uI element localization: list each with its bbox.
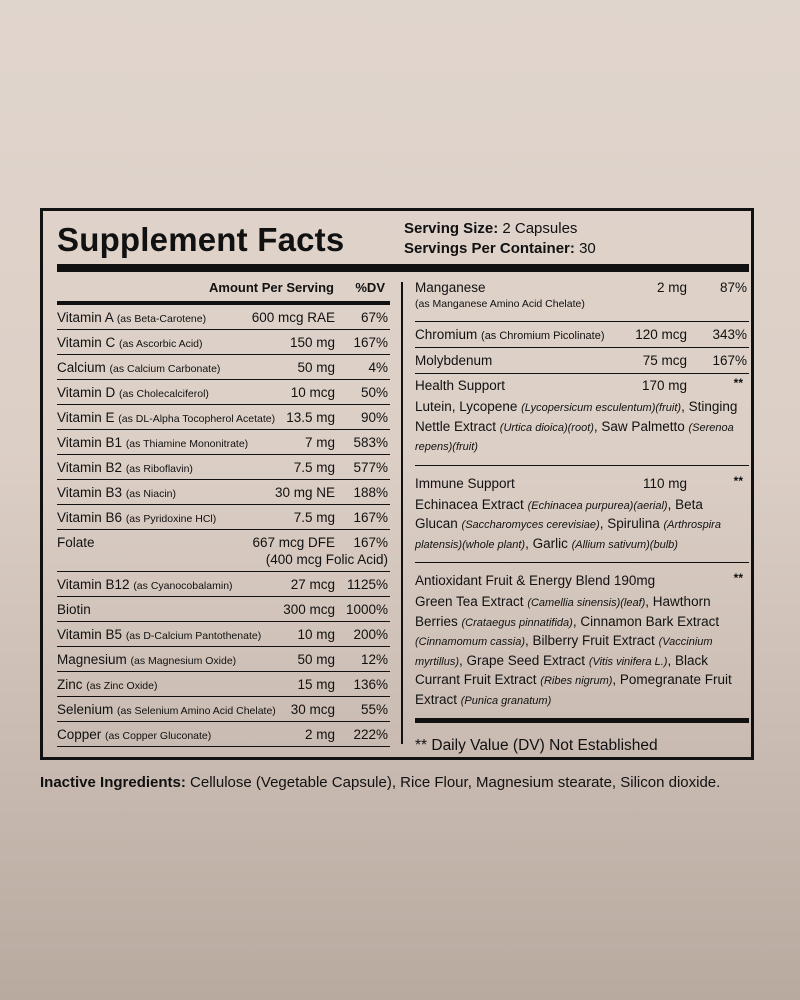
nutrient-dv: 167%: [353, 510, 388, 525]
nutrient-name: [57, 577, 233, 592]
botanical-source: (Allium sativum)(bulb): [571, 538, 678, 551]
blend-block: [415, 569, 749, 719]
nutrient-dv: 200%: [353, 627, 388, 642]
nutrient-amount: 30 mcg: [290, 702, 335, 717]
nutrient-dv: 1000%: [345, 602, 388, 617]
nutrient-row: [57, 380, 390, 405]
nutrient-amount: 7 mg: [304, 435, 335, 450]
nutrient-label: Molybdenum: [415, 353, 493, 368]
nutrient-amount: 600 mcg RAE: [251, 310, 335, 325]
nutrient-source: (as DL-Alpha Tocopherol Acetate): [118, 413, 276, 425]
nutrient-list: [57, 305, 390, 530]
nutrient-label: Vitamin D: [57, 385, 116, 400]
nutrient-row: [57, 305, 390, 330]
nutrient-dv: 167%: [353, 535, 388, 550]
nutrient-label: Vitamin B1: [57, 435, 123, 450]
blend-ingredients: [415, 492, 749, 563]
servings-per-container-value: 30: [579, 240, 596, 257]
nutrient-name: [57, 310, 206, 325]
nutrient-label: Vitamin B12: [57, 577, 130, 592]
nutrient-name: [415, 353, 492, 368]
supplement-facts-panel: [40, 208, 754, 760]
botanical-source: (Ribes nigrum): [540, 675, 613, 687]
nutrient-source: (as Niacin): [125, 488, 176, 500]
ingredient-text: , Stinging Nettle Extract: [415, 399, 738, 434]
nutrient-dv: 50%: [360, 385, 388, 400]
ingredient-text: , Spirulina: [599, 516, 664, 531]
nutrient-dv: 12%: [360, 652, 388, 667]
botanical-source: (Echinacea purpurea)(aerial): [527, 499, 668, 512]
nutrient-name: [57, 727, 211, 742]
botanical-source: (Camellia sinensis)(leaf): [527, 597, 646, 609]
nutrient-amount: 300 mcg: [283, 602, 335, 617]
nutrient-dv: 136%: [353, 677, 388, 692]
nutrient-row: [57, 572, 390, 597]
nutrient-dv: 222%: [353, 727, 388, 742]
nutrient-label: Copper: [57, 727, 102, 742]
ingredient-text: , Hawthorn Berries: [415, 594, 711, 629]
nutrient-name: [57, 652, 236, 667]
serving-size-label: Serving Size:: [404, 220, 499, 237]
nutrient-source: (as Riboflavin): [125, 463, 193, 475]
nutrient-source: (as Cyanocobalamin): [133, 580, 233, 592]
blend-name: Antioxidant Fruit & Energy Blend 190mg: [415, 573, 656, 588]
nutrient-amount: 75 mcg: [642, 353, 687, 368]
serving-size-value: 2 Capsules: [502, 220, 578, 237]
nutrient-dv: 4%: [368, 360, 388, 375]
botanical-source: (Arthrospira platensis)(whole plant): [415, 519, 721, 551]
nutrient-row: [57, 697, 390, 722]
nutrient-row: [415, 322, 749, 348]
nutrient-amount: 120 mcg: [635, 327, 687, 342]
nutrient-label: Vitamin B3: [57, 485, 123, 500]
nutrient-amount: 2 mg: [304, 727, 335, 742]
nutrient-name: [57, 602, 91, 617]
nutrient-source: (as Zinc Oxide): [86, 680, 158, 692]
inactive-ingredients: [40, 774, 720, 791]
nutrient-label: Vitamin E: [57, 410, 115, 425]
blend-name: Immune Support: [415, 475, 515, 491]
panel-title: Supplement Facts: [57, 221, 345, 258]
nutrient-dv: 583%: [353, 435, 388, 450]
nutrient-source: (as D-Calcium Pantothenate): [125, 630, 262, 642]
nutrient-source: (as Cholecalciferol): [119, 388, 209, 400]
nutrient-source: (as Selenium Amino Acid Chelate): [117, 705, 276, 717]
botanical-source: (Punica granatum): [460, 694, 552, 707]
nutrient-dv: 577%: [353, 460, 388, 475]
column-header: [57, 278, 390, 298]
nutrient-name: [57, 360, 220, 375]
blend-ingredients: [415, 394, 749, 465]
nutrient-dv: 55%: [360, 702, 388, 717]
blend-header: [415, 472, 749, 492]
nutrient-name: [57, 410, 275, 425]
nutrient-name: Manganese: [415, 280, 486, 295]
ingredient-text: , Saw Palmetto: [593, 418, 689, 434]
nutrient-amount: 27 mcg: [290, 577, 335, 592]
nutrient-name: [57, 460, 193, 475]
nutrient-row: [57, 672, 390, 697]
servings-per-container-label: Servings Per Container:: [404, 240, 575, 257]
nutrient-list-continued: [57, 572, 390, 747]
nutrient-name: [415, 327, 605, 342]
nutrient-label: Zinc: [57, 677, 83, 692]
nutrient-amount: 50 mg: [297, 360, 335, 375]
inactive-label: Inactive Ingredients:: [40, 774, 186, 791]
nutrient-row: [57, 455, 390, 480]
nutrient-name: Folate: [57, 535, 95, 550]
nutrient-amount: 50 mg: [297, 652, 335, 667]
nutrient-source: (as Thiamine Mononitrate): [125, 438, 249, 450]
nutrient-row: [57, 505, 390, 530]
nutrient-amount: 30 mg NE: [274, 485, 335, 500]
column-divider: [401, 282, 403, 744]
nutrient-amount: 10 mcg: [290, 385, 335, 400]
nutrient-name: [57, 385, 209, 400]
ingredient-text: , Pomegranate Fruit Extract: [415, 672, 732, 707]
nutrient-source: (as Beta-Carotene): [116, 313, 207, 325]
blend-header: [415, 569, 749, 589]
blend-block: [415, 374, 749, 466]
blend-ingredients: [415, 589, 749, 718]
blend-block: [415, 472, 749, 564]
botanical-source: (Lycopersicum esculentum)(fruit): [521, 402, 682, 414]
botanical-source: (Crataegus pinnatifida): [461, 616, 573, 629]
nutrient-dv: 167%: [353, 335, 388, 350]
nutrient-row: [57, 622, 390, 647]
ingredient-text: , Grape Seed Extract: [459, 652, 589, 668]
serving-info: [404, 219, 596, 259]
nutrient-amount: 2 mg: [656, 280, 687, 295]
nutrient-row: [57, 330, 390, 355]
nutrient-source: (as Pyridoxine HCl): [125, 513, 217, 525]
blend-dv: **: [733, 571, 743, 585]
ingredient-text: Lutein, Lycopene: [415, 399, 522, 414]
dv-header: %DV: [355, 280, 385, 295]
nutrient-row: [57, 430, 390, 455]
nutrient-source: (as Calcium Carbonate): [109, 363, 221, 375]
blend-dv: **: [733, 376, 743, 390]
nutrient-dv: 90%: [360, 410, 388, 425]
dv-footnote: ** Daily Value (DV) Not Established: [415, 737, 658, 754]
botanical-source: (Saccharomyces cerevisiae): [461, 519, 600, 531]
blend-header: [415, 374, 749, 394]
nutrient-name: [57, 335, 203, 350]
ingredient-text: , Beta Glucan: [415, 496, 703, 531]
nutrient-row: [57, 722, 390, 747]
nutrient-amount-note: (400 mcg Folic Acid): [265, 552, 388, 567]
nutrient-amount: 10 mg: [297, 627, 335, 642]
blend-amount: 110 mg: [642, 475, 687, 491]
botanical-source: (Urtica dioica)(root): [499, 421, 594, 434]
top-rule: [57, 264, 749, 272]
nutrient-row: [57, 647, 390, 672]
botanical-source: (Serenoa repens)(fruit): [415, 421, 734, 453]
nutrient-label: Chromium: [415, 327, 478, 342]
nutrient-name: [57, 485, 176, 500]
blend-dv: **: [733, 473, 743, 488]
nutrient-name: [57, 627, 261, 642]
ingredient-text: Green Tea Extract: [415, 594, 528, 609]
nutrient-source: (as Chromium Picolinate): [481, 330, 605, 342]
nutrient-row-folate: [57, 530, 390, 572]
nutrient-dv: 343%: [712, 327, 747, 342]
nutrient-dv: 67%: [360, 310, 388, 325]
nutrient-amount: 7.5 mg: [293, 460, 335, 475]
nutrient-row: [57, 355, 390, 380]
ingredient-text: , Cinnamon Bark Extract: [572, 613, 720, 629]
left-column: [57, 278, 390, 747]
nutrient-source: (as Ascorbic Acid): [119, 338, 203, 350]
nutrient-row: [57, 480, 390, 505]
nutrient-name: [57, 435, 248, 450]
right-column: [415, 275, 749, 719]
nutrient-dv: 188%: [353, 485, 388, 500]
blend-list: [415, 374, 749, 719]
nutrient-amount: 150 mg: [289, 335, 335, 350]
nutrient-source: (as Manganese Amino Acid Chelate): [415, 298, 585, 310]
nutrient-name: [57, 702, 276, 717]
botanical-source: (Vaccinium myrtillus): [415, 636, 713, 668]
nutrient-label: Selenium: [57, 702, 114, 717]
nutrient-dv: 87%: [719, 280, 747, 295]
ingredient-text: , Bilberry Fruit Extract: [525, 633, 659, 648]
nutrient-amount: 667 mcg DFE: [252, 535, 335, 550]
nutrient-label: Calcium: [57, 360, 106, 375]
nutrient-dv: 167%: [712, 353, 747, 368]
nutrient-label: Vitamin C: [57, 335, 116, 350]
nutrient-row: [57, 597, 390, 622]
nutrient-source: (as Copper Gluconate): [105, 730, 212, 742]
nutrient-list-right: [415, 322, 749, 374]
amount-header: Amount Per Serving: [209, 280, 334, 295]
blend-name: Health Support: [415, 378, 506, 393]
nutrient-row: [57, 405, 390, 430]
botanical-source: (Vitis vinifera L.): [588, 655, 668, 668]
nutrient-name: [57, 677, 157, 692]
nutrient-source: (as Magnesium Oxide): [130, 655, 237, 667]
nutrient-name: [57, 510, 216, 525]
ingredient-text: , Black Currant Fruit Extract: [415, 652, 708, 687]
nutrient-label: Magnesium: [57, 652, 127, 667]
nutrient-label: Vitamin B5: [57, 627, 123, 642]
nutrient-row-manganese: [415, 275, 749, 322]
nutrient-dv: 1125%: [346, 577, 388, 592]
nutrient-amount: 13.5 mg: [286, 410, 335, 425]
ingredient-text: , Garlic: [525, 535, 572, 551]
ingredient-text: Echinacea Extract: [415, 496, 528, 512]
nutrient-label: Biotin: [57, 602, 91, 617]
bottom-rule: [415, 718, 749, 723]
nutrient-amount: 7.5 mg: [293, 510, 335, 525]
inactive-text: Cellulose (Vegetable Capsule), Rice Flour, Magnesium stearate, Silicon dioxide.: [185, 774, 721, 791]
nutrient-row: [415, 348, 749, 374]
botanical-source: (Cinnamomum cassia): [415, 636, 526, 648]
nutrient-label: Vitamin A: [57, 310, 114, 325]
nutrient-amount: 15 mg: [297, 677, 335, 692]
nutrient-label: Vitamin B2: [57, 460, 123, 475]
blend-amount: 170 mg: [641, 378, 687, 393]
nutrient-label: Vitamin B6: [57, 510, 123, 525]
